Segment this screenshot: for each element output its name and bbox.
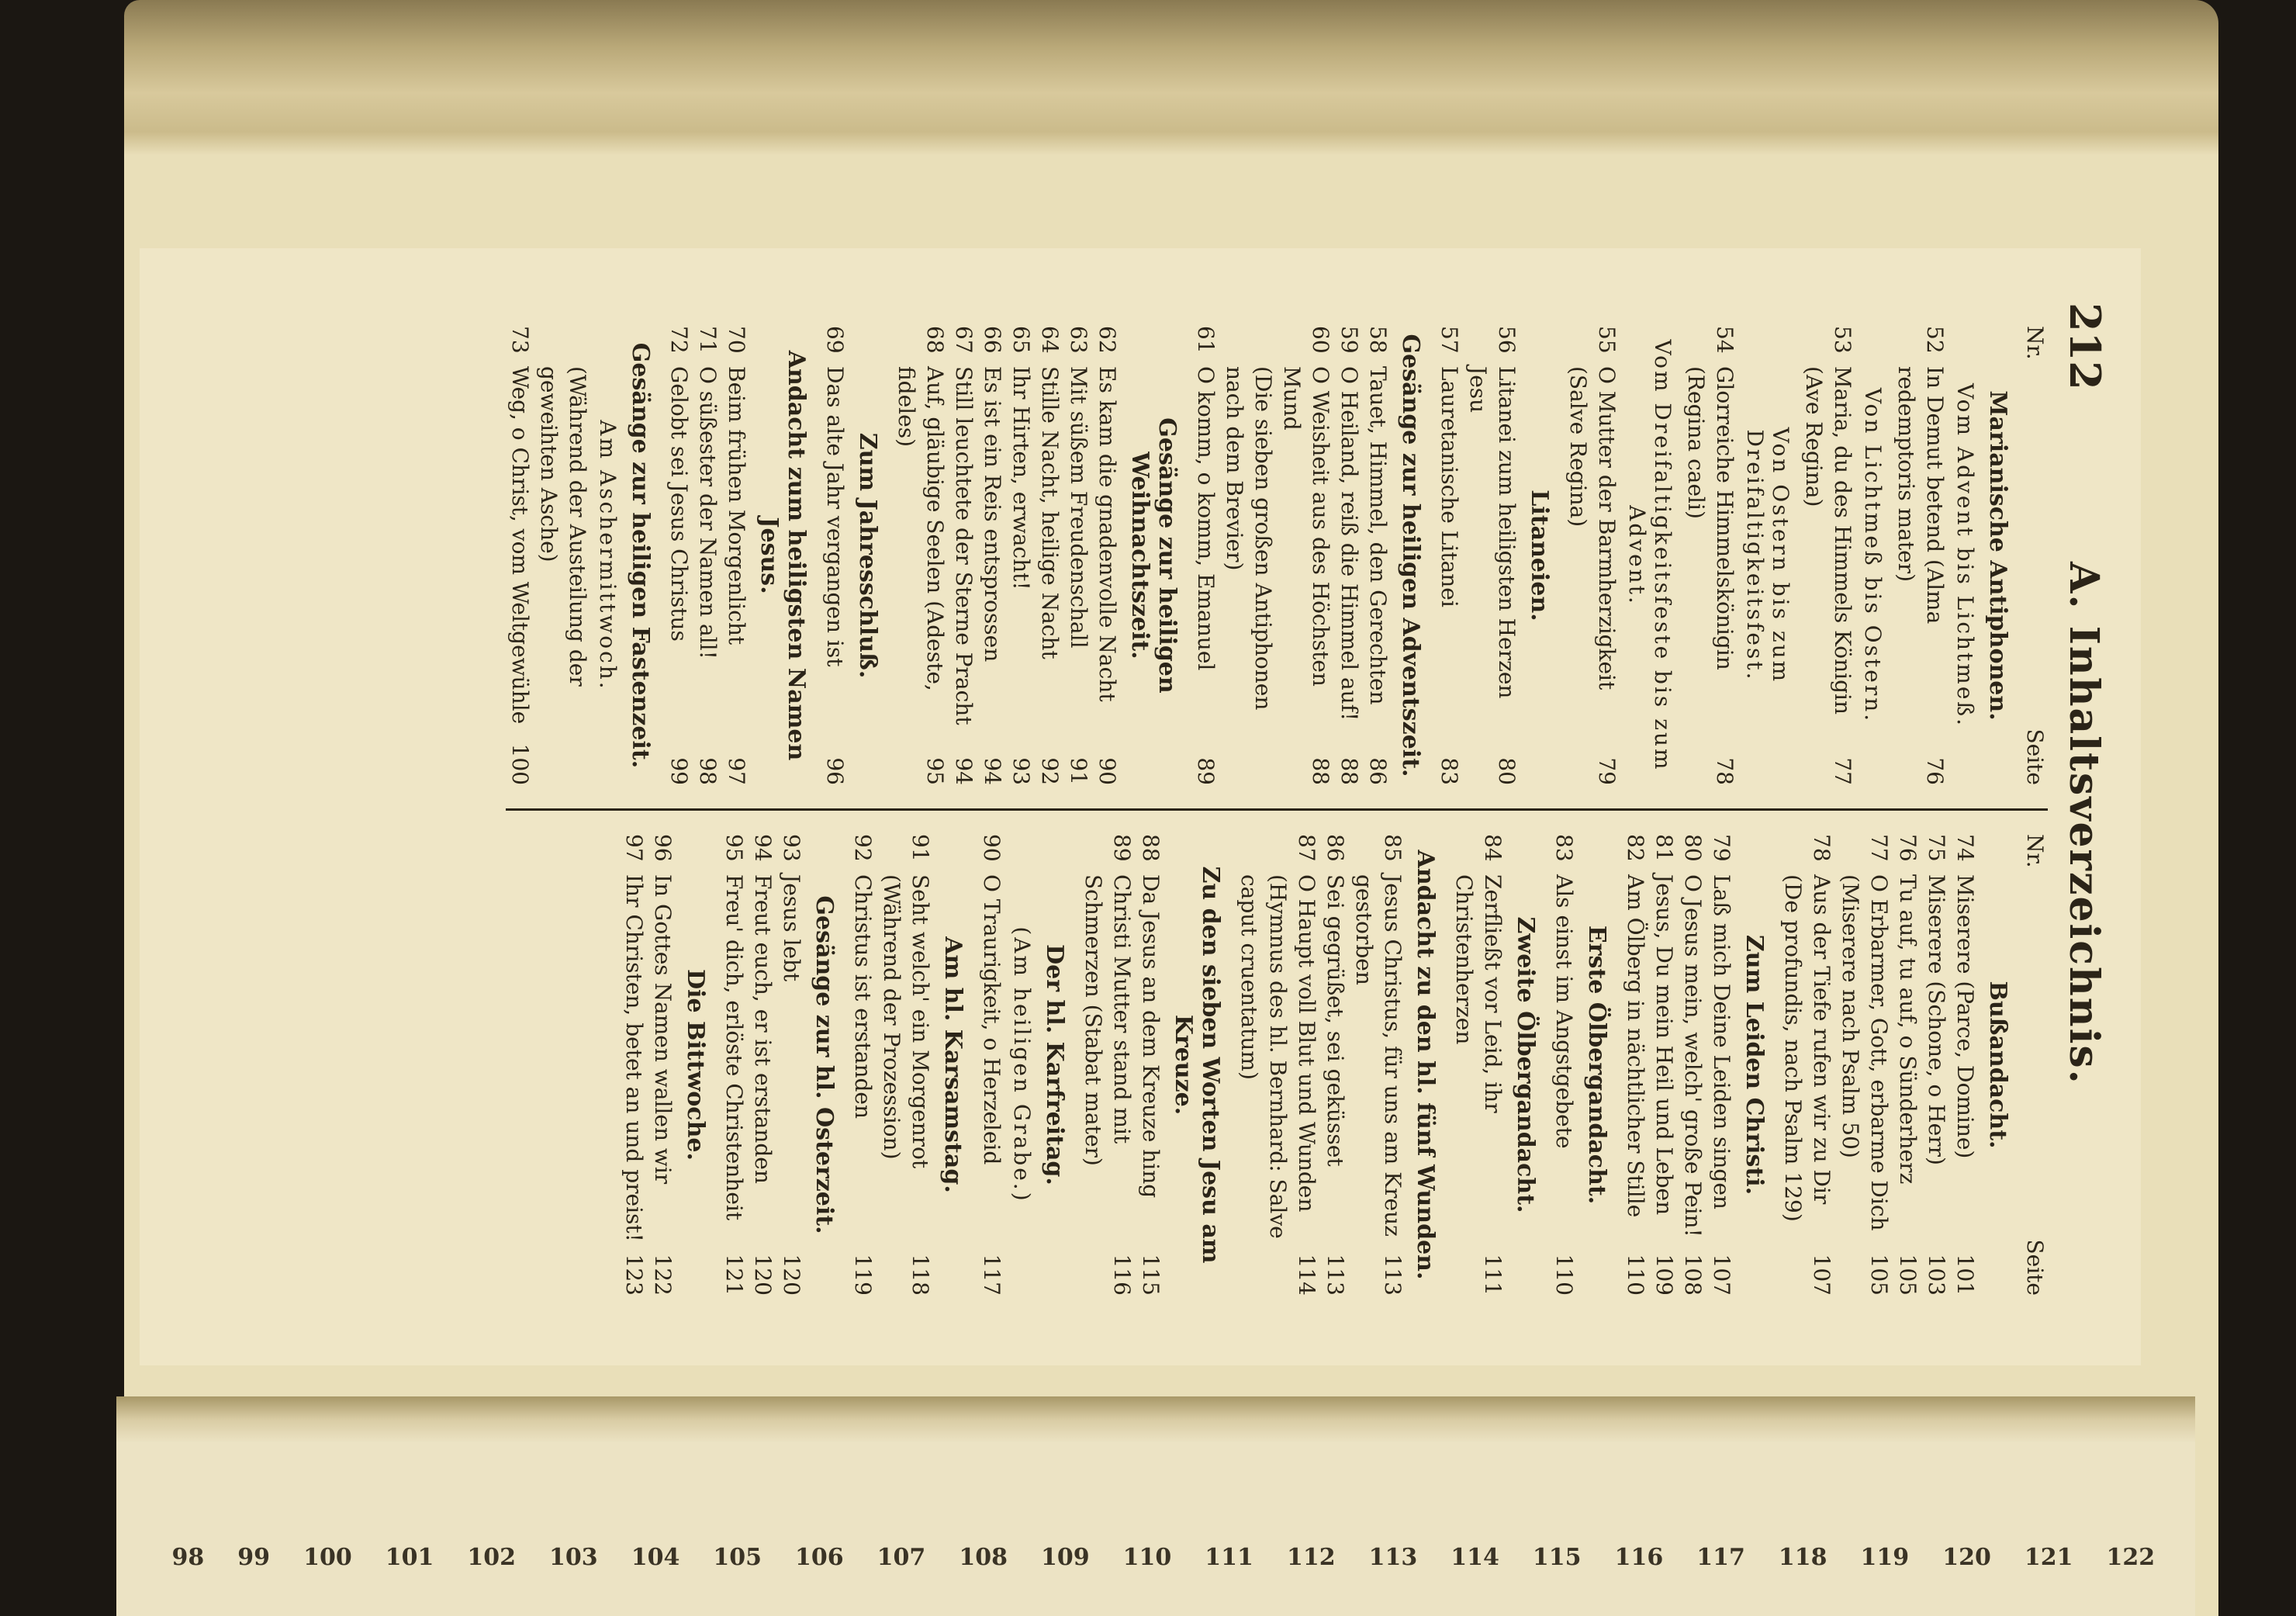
- entry-title: Stille Nacht, heilige Nacht: [1037, 366, 1063, 659]
- entry-number: 90: [979, 834, 1004, 862]
- entry-number: 60: [1308, 326, 1333, 354]
- index-entry: [749, 834, 777, 1296]
- entry-number: 80: [1680, 834, 1706, 862]
- entry-title: O komm, o komm, Emanuel: [1193, 366, 1219, 671]
- index-entry: [949, 326, 978, 785]
- lower-page-number: 98: [171, 1544, 205, 1571]
- section-heading: Zum Jahresschluß.: [854, 432, 881, 679]
- entry-number: [1220, 326, 1278, 366]
- right-column: [506, 811, 2048, 1319]
- index-entry: [1836, 834, 1893, 1296]
- index-entry: [1779, 834, 1836, 1296]
- entry-number: 81: [1651, 834, 1677, 862]
- entry-number: 75: [1924, 834, 1949, 862]
- entry-number: 95: [721, 834, 747, 862]
- lower-page-numbers: [155, 1544, 2172, 1571]
- entry-number: 89: [1109, 834, 1135, 862]
- entry-number: 86: [1323, 834, 1348, 862]
- entry-page: 99: [666, 757, 692, 785]
- lower-page-number: 99: [237, 1544, 271, 1571]
- entry-number: 55: [1594, 326, 1620, 354]
- lower-page-number: 109: [1040, 1544, 1090, 1571]
- entry-page: 83: [1437, 757, 1462, 785]
- entry-page: 91: [1066, 757, 1091, 785]
- entry-title: Miserere (Parce, Domine): [1952, 874, 1978, 1159]
- entry-title: Da Jesus an dem Kreuze hing: [1138, 874, 1164, 1199]
- section-heading: Der hl. Karfreitag.: [1041, 944, 1068, 1185]
- entry-title: Aus der Tiefe rufen wir zu Dir (De profundis, nach Psalm 129): [1780, 874, 1834, 1222]
- lower-page-number: 114: [1451, 1544, 1499, 1571]
- page-number: 212: [2060, 303, 2110, 390]
- entry-title: In Demut betend (Alma redemptoris mater): [1893, 366, 1948, 625]
- entry-title: Freut euch, er ist erstanden: [750, 874, 776, 1184]
- index-entry: [1800, 326, 1857, 785]
- entry-page: 113: [1380, 1254, 1406, 1296]
- entry-title: O Traurigkeit, o Herzeleid: [979, 874, 1004, 1165]
- entry-title: Jesus Christus, für uns am Kreuz gestorben: [1351, 874, 1406, 1237]
- index-entry: [1007, 326, 1036, 785]
- entry-page: 105: [1866, 1254, 1892, 1296]
- index-entry: [1650, 834, 1679, 1296]
- index-entry: [877, 834, 935, 1296]
- lower-page-number: 105: [713, 1544, 762, 1571]
- entry-page: 105: [1895, 1254, 1921, 1296]
- index-entry: [1235, 834, 1321, 1296]
- entry-page: 117: [979, 1254, 1004, 1296]
- section-heading: Zu den sieben Worten Jesu am Kreuze.: [1170, 866, 1224, 1264]
- section-heading: Marianische Antiphonen.: [1984, 390, 2011, 721]
- right-entry-list: [620, 834, 2011, 1296]
- entry-page: 108: [1680, 1254, 1706, 1296]
- lower-page-number: 110: [1122, 1544, 1172, 1571]
- entry-page: 77: [1830, 757, 1855, 785]
- lower-page-number: 111: [1205, 1544, 1253, 1571]
- entry-title: Ihr Hirten, erwacht!: [1008, 366, 1034, 590]
- entry-number: 72: [666, 326, 692, 354]
- section-heading: Gesänge zur heiligen Adventszeit.: [1397, 334, 1424, 777]
- page-title: A. Inhaltsverzeichnis.: [2060, 562, 2108, 1085]
- entry-title: Miserere (Schone, o Herr): [1924, 874, 1949, 1165]
- entry-number: 57: [1437, 326, 1462, 354]
- lower-page-number: 117: [1696, 1544, 1745, 1571]
- entry-number: 63: [1066, 326, 1091, 354]
- entry-number: 74: [1952, 834, 1978, 862]
- entry-number: 77: [1866, 834, 1892, 862]
- entry-title: Laß mich Deine Leiden singen: [1709, 874, 1734, 1209]
- entry-number: 53: [1830, 326, 1855, 354]
- index-entry: [720, 834, 749, 1296]
- entry-title: Zerfließt vor Leid, ihr Christenherzen: [1451, 874, 1506, 1113]
- nr-label: Nr.: [2022, 326, 2048, 360]
- entry-title: O Erbarmer, Gott, erbarme Dich (Miserere nach Psalm 50): [1838, 874, 1892, 1231]
- lower-page: [116, 1396, 2195, 1616]
- entry-page: 107: [1809, 1254, 1834, 1296]
- lower-page-number: 121: [2024, 1544, 2073, 1571]
- entry-title: O Mutter der Barmherzigkeit (Salve Regina): [1565, 366, 1620, 690]
- entry-title: Jesus lebt: [779, 874, 804, 982]
- entry-page: 114: [1294, 1254, 1319, 1296]
- entry-title: Litanei zum heiligsten Herzen Jesu: [1465, 366, 1520, 699]
- entry-page: 116: [1109, 1254, 1135, 1296]
- entry-page: 110: [1623, 1254, 1648, 1296]
- entry-title: Das alte Jahr vergangen ist: [822, 366, 848, 667]
- section-subheading: Am Aschermittwoch.: [595, 420, 621, 691]
- entry-title: Christi Mutter stand mit Schmerzen (Stabat mater): [1081, 874, 1135, 1166]
- entry-title: (Die sieben großen Antiphonen nach dem Brevier): [1222, 366, 1276, 711]
- entry-number: 94: [750, 834, 776, 862]
- section-heading: Gesänge zur heiligen Weihnachtszeit.: [1126, 417, 1181, 694]
- entry-page: 122: [650, 1254, 676, 1296]
- entry-title: Es kam die gnadenvolle Nacht: [1094, 366, 1120, 702]
- entry-title: Am Ölberg in nächtlicher Stille: [1623, 874, 1648, 1218]
- lower-page-number: 108: [959, 1544, 1008, 1571]
- entry-title: O süßester der Namen all!: [695, 366, 721, 659]
- entry-number: 59: [1336, 326, 1362, 354]
- entry-page: 107: [1709, 1254, 1734, 1296]
- index-entry: [665, 326, 693, 785]
- entry-page: 79: [1594, 757, 1620, 785]
- entry-page: 92: [1037, 757, 1063, 785]
- entry-title: O Jesus mein, welch' große Pein!: [1680, 874, 1706, 1237]
- entry-number: 92: [850, 834, 876, 862]
- section-subheading: Vom Dreifaltigkeitsfeste bis zum Advent.: [1624, 339, 1675, 772]
- entry-title: Als einst im Angstgebete: [1551, 874, 1577, 1149]
- entry-page: 100: [507, 743, 533, 785]
- section-heading: Zum Leiden Christi.: [1741, 934, 1768, 1196]
- index-entry: [1564, 326, 1621, 785]
- entry-page: 109: [1651, 1254, 1677, 1296]
- lower-page-number: 120: [1942, 1544, 1991, 1571]
- index-entry: [821, 326, 849, 785]
- entry-title: Mit süßem Freudenschall: [1066, 366, 1091, 649]
- index-entry: [977, 834, 1006, 1296]
- left-column: [506, 303, 2048, 811]
- index-columns: [506, 303, 2048, 1319]
- lower-page-number: 103: [549, 1544, 598, 1571]
- entry-page: 98: [695, 757, 721, 785]
- lower-page-number: 101: [385, 1544, 434, 1571]
- index-entry: [1064, 326, 1093, 785]
- lower-page-number: 107: [877, 1544, 926, 1571]
- entry-title: Auf, gläubige Seelen (Adeste, fideles): [894, 366, 948, 691]
- entry-page: 121: [721, 1254, 747, 1296]
- entry-page: 80: [1494, 757, 1520, 785]
- entry-title: Glorreiche Himmelskönigin (Regina caeli): [1683, 366, 1738, 670]
- index-entry: [892, 326, 949, 785]
- lower-page-number: 104: [631, 1544, 680, 1571]
- entry-page: [1220, 737, 1278, 785]
- section-heading: Bußandacht.: [1984, 981, 2011, 1149]
- index-entry: [1550, 834, 1578, 1296]
- index-entry: [693, 326, 722, 785]
- index-entry: [1364, 326, 1392, 785]
- index-entry: [1464, 326, 1521, 785]
- index-entry: [1036, 326, 1064, 785]
- section-heading: Erste Ölbergandacht.: [1583, 925, 1610, 1205]
- entry-number: 82: [1623, 834, 1648, 862]
- entry-title: Still leuchtete der Sterne Pracht: [951, 366, 977, 725]
- index-entry: [506, 326, 534, 785]
- entry-number: 66: [980, 326, 1005, 354]
- index-entry: [722, 326, 751, 785]
- entry-number: 93: [779, 834, 804, 862]
- index-entry: [1191, 326, 1220, 785]
- entry-number: 67: [951, 326, 977, 354]
- entry-title: Jesus, Du mein Heil und Leben: [1651, 874, 1677, 1216]
- index-entry: [1136, 834, 1165, 1296]
- entry-number: 61: [1193, 326, 1219, 354]
- entry-title: Maria, du des Himmels Königin (Ave Regina): [1801, 366, 1855, 715]
- index-entry: [849, 834, 877, 1296]
- entry-page: 113: [1323, 1254, 1348, 1296]
- entry-page: 88: [1336, 757, 1362, 785]
- index-entry: [1679, 834, 1707, 1296]
- entry-page: 76: [1922, 757, 1948, 785]
- entry-number: 91: [908, 834, 933, 862]
- entry-page: 118: [908, 1254, 933, 1296]
- entry-title: Freu' dich, erlöste Christenheit: [721, 874, 747, 1221]
- lower-page-number: 112: [1286, 1544, 1336, 1571]
- entry-number: 96: [650, 834, 676, 862]
- entry-page: 119: [850, 1254, 876, 1296]
- page-header: [2060, 303, 2110, 1319]
- index-entry: [1707, 834, 1736, 1296]
- entry-number: 68: [922, 326, 948, 354]
- entry-page: 78: [1712, 757, 1738, 785]
- lower-page-number: 118: [1778, 1544, 1827, 1571]
- section-heading: Zweite Ölbergandacht.: [1512, 916, 1539, 1213]
- entry-title: Ihr Christen, betet an und preist!: [621, 874, 647, 1242]
- index-entry: [1450, 834, 1507, 1296]
- lower-page-number: 113: [1368, 1544, 1418, 1571]
- entry-page: 120: [750, 1254, 776, 1296]
- entry-title: In Gottes Namen wallen wir: [650, 874, 676, 1185]
- entry-number: 52: [1922, 326, 1948, 354]
- entry-title: Gelobt sei Jesus Christus: [666, 366, 692, 642]
- index-entry: [777, 834, 806, 1296]
- entry-number: 84: [1480, 834, 1506, 862]
- index-entry: [534, 326, 592, 785]
- entry-title: Weg, o Christ, vom Weltgewühle: [507, 366, 533, 725]
- entry-number: 76: [1895, 834, 1921, 862]
- entry-number: 69: [822, 326, 848, 354]
- entry-number: 79: [1709, 834, 1734, 862]
- index-entry: [1079, 834, 1136, 1296]
- entry-title: Tauet, Himmel, den Gerechten: [1365, 366, 1391, 705]
- entry-number: 83: [1551, 834, 1577, 862]
- entry-page: 86: [1365, 757, 1391, 785]
- entry-page: 111: [1480, 1254, 1506, 1296]
- seite-label: Seite: [2022, 1239, 2048, 1296]
- entry-page: 115: [1138, 1254, 1164, 1296]
- index-entry: [1321, 834, 1350, 1296]
- entry-number: 71: [695, 326, 721, 354]
- left-entry-list: [506, 326, 2011, 785]
- entry-number: 65: [1008, 326, 1034, 354]
- lower-page-number: 119: [1860, 1544, 1910, 1571]
- entry-page: 110: [1551, 1254, 1577, 1296]
- lower-page-number: 122: [2106, 1544, 2156, 1571]
- entry-title: Tu auf, tu auf, o Sünderherz: [1895, 874, 1921, 1185]
- right-column-header: [2022, 834, 2048, 1296]
- entry-number: 64: [1037, 326, 1063, 354]
- section-subheading: Von Ostern bis zum Dreifaltigkeitsfest.: [1742, 427, 1793, 684]
- lower-page-number: 102: [467, 1544, 517, 1571]
- entry-page: 95: [922, 757, 948, 785]
- entry-number: 56: [1494, 326, 1520, 354]
- index-entry: [1682, 326, 1739, 785]
- entry-page: 94: [980, 757, 1005, 785]
- section-heading: Die Bittwoche.: [682, 969, 709, 1161]
- index-page: [140, 248, 2141, 1365]
- section-subheading: Von Lichtmeß bis Ostern.: [1860, 387, 1886, 724]
- left-column-header: [2022, 326, 2048, 785]
- entry-page: 88: [1308, 757, 1333, 785]
- entry-page: 97: [724, 757, 749, 785]
- entry-number: 73: [507, 326, 533, 354]
- section-subheading: (Am heiligen Grabe.): [1009, 926, 1035, 1203]
- entry-page: 96: [822, 757, 848, 785]
- section-heading: Andacht zu den hl. fünf Wunden.: [1412, 850, 1439, 1280]
- index-entry: [1093, 326, 1122, 785]
- entry-page: [534, 737, 592, 785]
- lower-page-number: 116: [1614, 1544, 1664, 1571]
- entry-title: O Heiland, reiß die Himmel auf!: [1336, 366, 1362, 721]
- entry-number: 62: [1094, 326, 1120, 354]
- entry-page: 123: [621, 1254, 647, 1296]
- index-entry: [978, 326, 1007, 785]
- seite-label: Seite: [2022, 728, 2048, 785]
- index-entry: [1892, 326, 1949, 785]
- nr-label: Nr.: [2022, 834, 2048, 868]
- lower-page-number: 106: [795, 1544, 844, 1571]
- entry-title: Lauretanische Litanei: [1437, 366, 1462, 607]
- index-entry: [1350, 834, 1407, 1296]
- entry-number: 88: [1138, 834, 1164, 862]
- entry-number: [534, 326, 592, 366]
- section-heading: Gesänge zur heiligen Fastenzeit.: [627, 342, 654, 769]
- entry-page: 120: [779, 1254, 804, 1296]
- index-entry: [620, 834, 648, 1296]
- entry-number: 58: [1365, 326, 1391, 354]
- entry-title: Christus ist erstanden: [850, 874, 876, 1119]
- entry-number: 97: [621, 834, 647, 862]
- index-entry: [1220, 326, 1278, 785]
- entry-page: 90: [1094, 757, 1120, 785]
- entry-title: Es ist ein Reis entsprossen: [980, 366, 1005, 663]
- lower-page-number: 115: [1532, 1544, 1582, 1571]
- section-heading: Litaneien.: [1526, 490, 1553, 621]
- entry-title: Sei gegrüßet, sei geküsset: [1323, 874, 1348, 1167]
- entry-number: 70: [724, 326, 749, 354]
- entry-page: 94: [951, 757, 977, 785]
- index-entry: [1435, 326, 1464, 785]
- index-entry: [1951, 834, 1980, 1296]
- index-entry: [1278, 326, 1335, 785]
- entry-title: (Während der Austeilung der geweihten Asche): [536, 366, 590, 687]
- index-entry: [1922, 834, 1951, 1296]
- entry-number: 54: [1712, 326, 1738, 354]
- section-heading: Am hl. Karsamstag.: [939, 936, 966, 1193]
- section-heading: Andacht zum heiligsten Namen Jesus.: [756, 350, 810, 761]
- entry-page: 89: [1193, 757, 1219, 785]
- index-entry: [648, 834, 677, 1296]
- lower-page-number: 100: [303, 1544, 352, 1571]
- entry-page: 101: [1952, 1254, 1978, 1296]
- index-entry: [1621, 834, 1650, 1296]
- section-subheading: Vom Advent bis Lichtmeß.: [1952, 382, 1978, 728]
- entry-title: O Weisheit aus des Höchsten Mund: [1279, 366, 1333, 687]
- entry-number: 85: [1380, 834, 1406, 862]
- entry-page: 93: [1008, 757, 1034, 785]
- entry-page: 103: [1924, 1254, 1949, 1296]
- section-heading: Gesänge zur hl. Osterzeit.: [811, 895, 838, 1234]
- entry-title: Seht welch' ein Morgenrot (Während der Prozession): [879, 874, 933, 1169]
- entry-title: O Haupt voll Blut und Wunden (Hymnus des hl. Bernhard: Salve caput cruentatum): [1236, 874, 1319, 1239]
- entry-number: 78: [1809, 834, 1834, 862]
- entry-number: 87: [1294, 834, 1319, 862]
- entry-title: Beim frühen Morgenlicht: [724, 366, 749, 645]
- index-entry: [1893, 834, 1922, 1296]
- index-entry: [1335, 326, 1364, 785]
